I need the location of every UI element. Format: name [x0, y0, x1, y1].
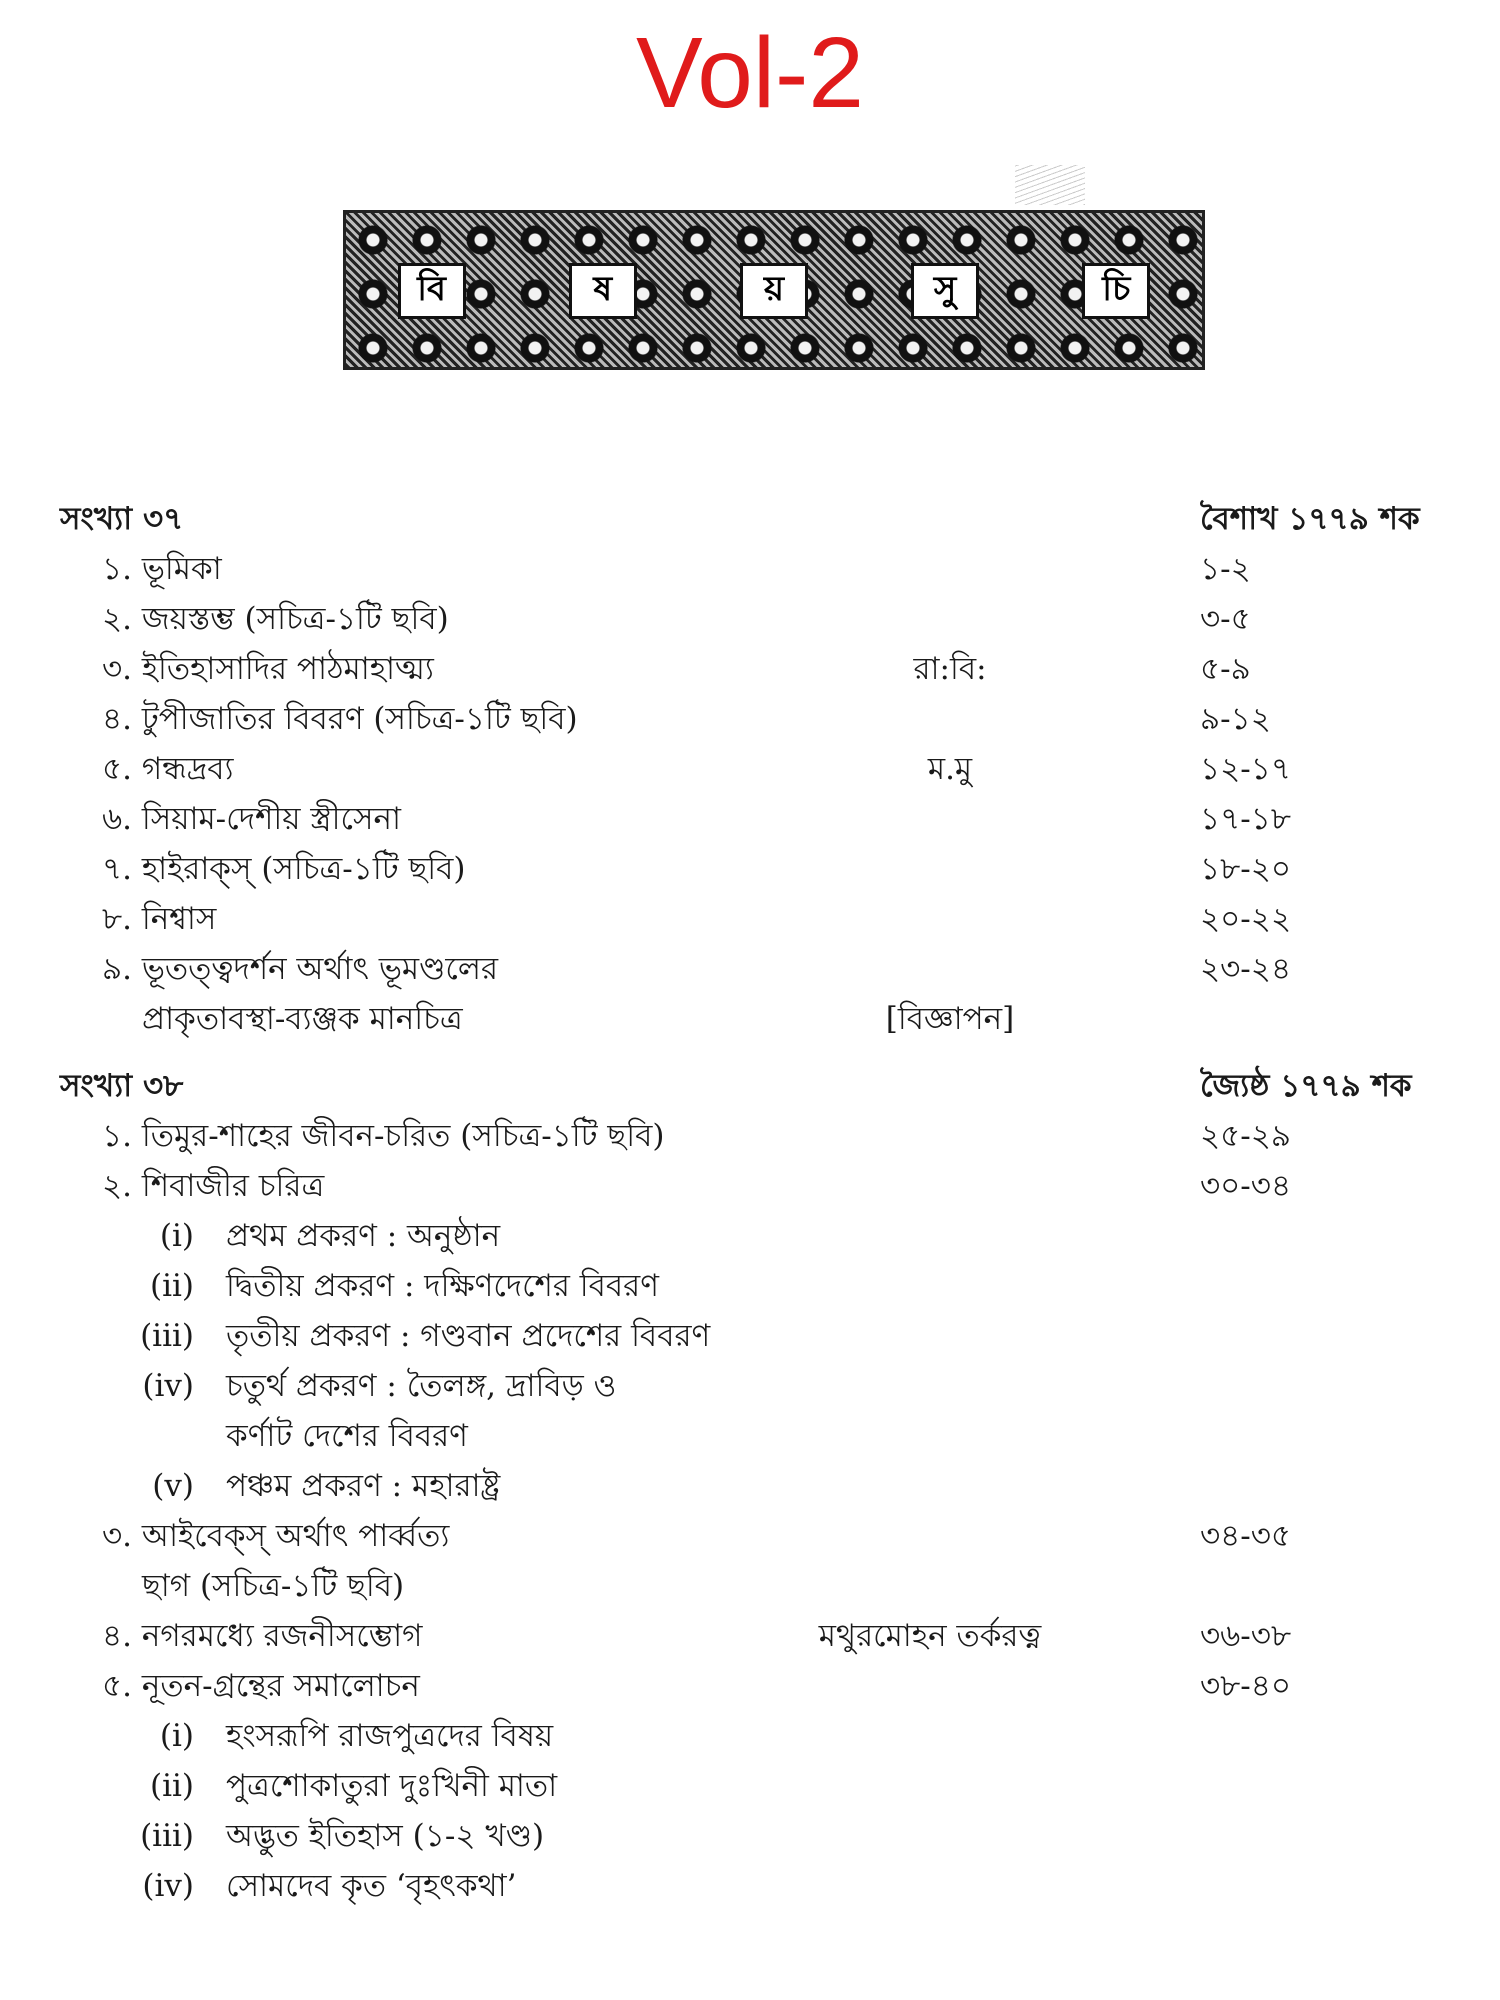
banner-letter: সু — [911, 263, 979, 319]
entry-pages: ১৭-১৮ — [1200, 801, 1291, 837]
issue-header — [0, 496, 1500, 542]
entry-title-continued: ছাগ (সচিত্র-১টি ছবি) — [142, 1568, 405, 1604]
entry-title: ২. শিবাজীর চরিত্র — [102, 1168, 325, 1204]
entry-title: ৫. গন্ধদ্রব্য — [102, 751, 234, 787]
subentry-title: তৃতীয় প্রকরণ : গণ্ডবান প্রদেশের বিবরণ — [226, 1318, 711, 1354]
subentry-numeral: (i) — [159, 1218, 194, 1254]
entry-pages: ২০-২২ — [1200, 901, 1292, 937]
entry-pages: ৩-৫ — [1200, 601, 1251, 637]
entry-pages: ১২-১৭ — [1200, 751, 1292, 787]
entry-title: ৭. হাইরাক্স্ (সচিত্র-১টি ছবি) — [102, 851, 466, 887]
toc-entry — [0, 1113, 1500, 1159]
toc-entry — [0, 1513, 1500, 1559]
entry-title: ৩. আইবেক্স্ অর্থাৎ পার্ব্বত্য — [102, 1518, 450, 1554]
toc-entry — [0, 996, 1500, 1042]
entry-pages: ৩৬-৩৮ — [1200, 1618, 1292, 1654]
subentry-title: পঞ্চম প্রকরণ : মহারাষ্ট্র — [226, 1468, 501, 1504]
banner-letter: বি — [398, 263, 466, 319]
issue-date: বৈশাখ ১৭৭৯ শক — [1200, 501, 1420, 537]
entry-pages: ১৮-২০ — [1200, 851, 1292, 887]
toc-entry — [0, 896, 1500, 942]
toc-entry — [0, 846, 1500, 892]
issue-header — [0, 1063, 1500, 1109]
issue-number: সংখ্যা ৩৭ — [60, 501, 184, 537]
entry-pages: ৫-৯ — [1200, 651, 1251, 687]
subentry-title-continued: কর্ণাট দেশের বিবরণ — [226, 1418, 468, 1454]
toc-subentry — [0, 1813, 1500, 1859]
entry-title: ৩. ইতিহাসাদির পাঠমাহাত্ম্য — [102, 651, 434, 687]
entry-pages: ৩৪-৩৫ — [1200, 1518, 1292, 1554]
banner-letter: য় — [740, 263, 808, 319]
entry-pages: ২৫-২৯ — [1200, 1118, 1292, 1154]
toc-subentry — [0, 1363, 1500, 1409]
toc-entry — [0, 596, 1500, 642]
volume-label: Vol-2 — [636, 17, 864, 129]
entry-note: [বিজ্ঞাপন] — [885, 1001, 1015, 1037]
issue-number: সংখ্যা ৩৮ — [60, 1068, 184, 1104]
issue-date: জ্যৈষ্ঠ ১৭৭৯ শক — [1200, 1068, 1412, 1104]
entry-author: ম.মু — [927, 751, 973, 787]
entry-pages: ১-২ — [1200, 551, 1251, 587]
subentry-title: পুত্রশোকাতুরা দুঃখিনী মাতা — [226, 1768, 558, 1804]
subentry-numeral: (ii) — [149, 1268, 194, 1304]
entry-title-continued: প্রাকৃতাবস্থা-ব্যঞ্জক মানচিত্র — [142, 1001, 463, 1037]
subentry-numeral: (iv) — [142, 1868, 194, 1904]
entry-pages: ৩০-৩৪ — [1200, 1168, 1292, 1204]
entry-title: ৪. টুপীজাতির বিবরণ (সচিত্র-১টি ছবি) — [102, 701, 578, 737]
toc-entry — [0, 1563, 1500, 1609]
subentry-title: অদ্ভুত ইতিহাস (১-২ খণ্ড) — [226, 1818, 545, 1854]
entry-title: ১. ভূমিকা — [102, 551, 222, 587]
entry-title: ৫. নূতন-গ্রন্থের সমালোচন — [102, 1668, 420, 1704]
toc-entry — [0, 646, 1500, 692]
entry-title: ৪. নগরমধ্যে রজনীসম্ভোগ — [102, 1618, 423, 1654]
subentry-numeral: (i) — [159, 1718, 194, 1754]
banner-letter: ষ — [569, 263, 637, 319]
entry-title: ৬. সিয়াম-দেশীয় স্ত্রীসেনা — [102, 801, 401, 837]
subentry-numeral: (iii) — [140, 1318, 194, 1354]
subentry-title: সোমদেব কৃত ‘বৃহৎকথা’ — [226, 1868, 517, 1904]
toc-subentry — [0, 1213, 1500, 1259]
entry-title: ১. তিমুর-শাহের জীবন-চরিত (সচিত্র-১টি ছবি) — [102, 1118, 665, 1154]
subentry-title: দ্বিতীয় প্রকরণ : দক্ষিণদেশের বিবরণ — [226, 1268, 659, 1304]
entry-title: ৯. ভূতত্ত্বদর্শন অর্থাৎ ভূমণ্ডলের — [102, 951, 499, 987]
banner-letter: চি — [1082, 263, 1150, 319]
toc-entry — [0, 746, 1500, 792]
entry-author: রা:বি: — [913, 651, 987, 687]
subentry-numeral: (iv) — [142, 1368, 194, 1404]
toc-entry — [0, 546, 1500, 592]
toc-entry — [0, 1663, 1500, 1709]
toc-subentry — [0, 1713, 1500, 1759]
entry-title: ৮. নিশ্বাস — [102, 901, 217, 937]
subentry-numeral: (ii) — [149, 1768, 194, 1804]
entry-title: ২. জয়স্তম্ভ (সচিত্র-১টি ছবি) — [102, 601, 449, 637]
toc-subentry — [0, 1263, 1500, 1309]
subentry-title: হংসরূপি রাজপুত্রদের বিষয় — [226, 1718, 554, 1754]
entry-pages: ২৩-২৪ — [1200, 951, 1292, 987]
toc-entry — [0, 946, 1500, 992]
subentry-title: প্রথম প্রকরণ : অনুষ্ঠান — [226, 1218, 501, 1254]
subentry-numeral: (iii) — [140, 1818, 194, 1854]
toc-entry — [0, 1613, 1500, 1659]
scan-mark — [1015, 165, 1085, 205]
entry-author: মথুরমোহন তর্করত্ন — [818, 1618, 1042, 1654]
toc-entry — [0, 696, 1500, 742]
toc-subentry — [0, 1313, 1500, 1359]
toc-subentry — [0, 1863, 1500, 1909]
entry-pages: ৩৮-৪০ — [1200, 1668, 1292, 1704]
toc-subentry — [0, 1463, 1500, 1509]
banner-letters — [346, 261, 1202, 321]
subentry-numeral: (v) — [152, 1468, 194, 1504]
toc-entry — [0, 1163, 1500, 1209]
entry-pages: ৯-১২ — [1200, 701, 1271, 737]
subentry-title: চতুর্থ প্রকরণ : তৈলঙ্গ, দ্রাবিড় ও — [226, 1368, 617, 1404]
toc-subentry — [0, 1763, 1500, 1809]
toc-subentry — [0, 1413, 1500, 1459]
toc-entry — [0, 796, 1500, 842]
toc-title-banner — [343, 210, 1205, 370]
